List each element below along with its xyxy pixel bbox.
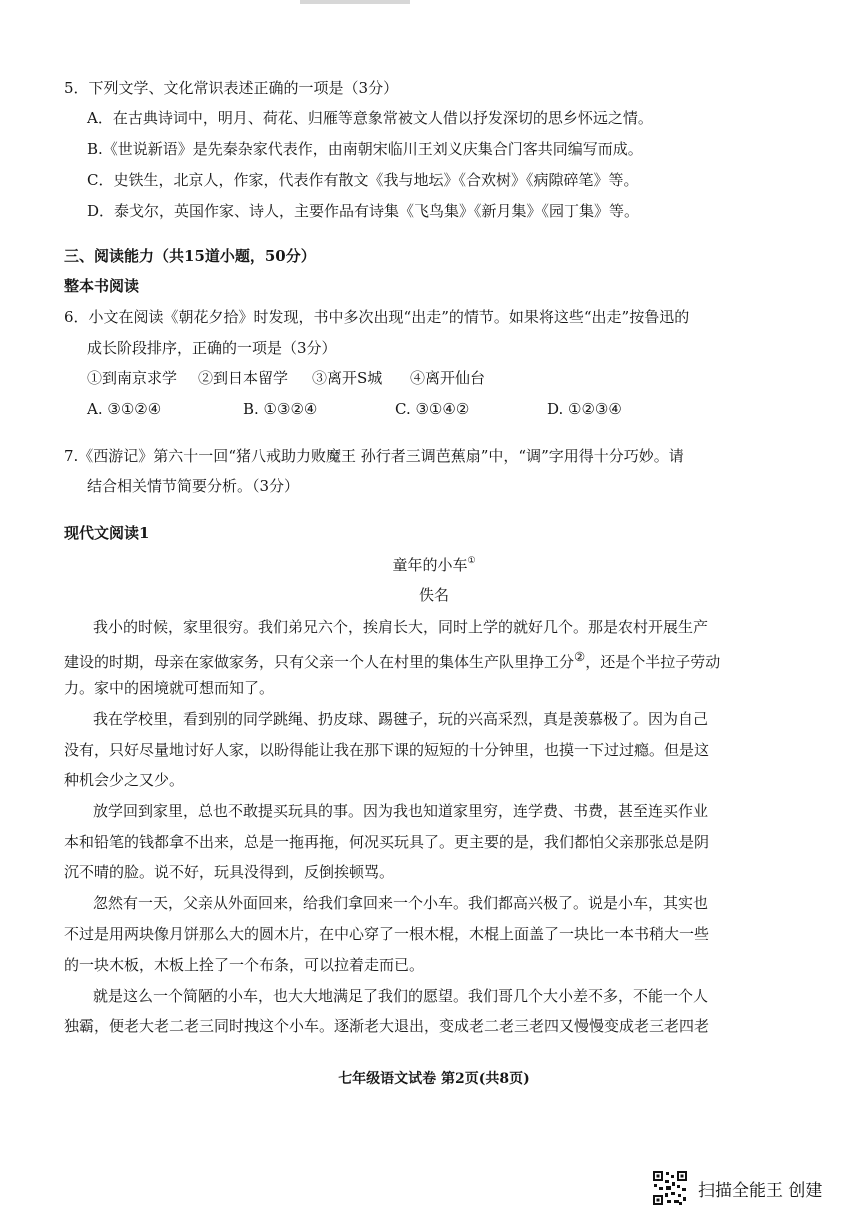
para5-line1: 就是这么一个简陋的小车，也大大地满足了我们的愿望。我们哥几个大小差不多，不能一个人 <box>93 987 709 1005</box>
essay-title-footnote: ① <box>467 556 476 566</box>
sub-heading-whole-book: 整本书阅读 <box>64 277 140 295</box>
q7-line1: 7.《西游记》第六十一回“猪八戒助力败魔王 孙行者三调芭蕉扇”中，“调”字用得十分巧妙。请 <box>64 447 684 465</box>
para1-line2-text: 建设的时期，母亲在家做家务，只有父亲一个人在村里的集体生产队里挣工分 <box>64 653 575 671</box>
para1-line2 <box>64 647 724 672</box>
q5-option-c: C．史铁生，北京人，作家，代表作有散文《我与地坛》《合欢树》《病隙碎笔》等。 <box>87 171 639 189</box>
q5-option-b: B.《世说新语》是先秦杂家代表作，由南朝宋临川王刘义庆集合门客共同编写而成。 <box>87 140 643 158</box>
q6-stem-line2: 成长阶段排序，正确的一项是（3分） <box>87 339 337 357</box>
para2-line2: 没有，只好尽量地讨好人家，以盼得能让我在那下课的短短的十分钟里，也摸一下过过瘾。但是这 <box>64 741 710 759</box>
q6-choice-c: C. ③①④② <box>395 400 470 418</box>
footnote-2: ② <box>574 649 586 664</box>
para4-line1: 忽然有一天，父亲从外面回来，给我们拿回来一个小车。我们都高兴极了。说是小车，其实也 <box>93 894 709 912</box>
q6-choice-d: D. ①②③④ <box>547 400 622 418</box>
para2-line1: 我在学校里，看到别的同学跳绳、扔皮球、踢毽子，玩的兴高采烈，真是羡慕极了。因为自己 <box>93 710 709 728</box>
para4-line3: 的一块木板，木板上拴了一个布条，可以拉着走而已。 <box>64 956 425 974</box>
para5-line2: 独霸，便老大老二老三同时拽这个小车。逐渐老大退出，变成老二老三老四又慢慢变成老三老四老 <box>64 1017 710 1035</box>
scanner-watermark-text: 扫描全能王 创建 <box>698 1181 823 1201</box>
page-footer: 七年级语文试卷 第2页(共8页) <box>338 1071 530 1087</box>
para4-line2: 不过是用两块像月饼那么大的圆木片，在中心穿了一根木棍，木棍上面盖了一块比一本书稍大一些 <box>64 925 710 943</box>
para3-line2: 本和铅笔的钱都拿不出来，总是一拖再拖，何况买玩具了。更主要的是，我们都怕父亲那张总是阴 <box>64 833 710 851</box>
qr-code-icon <box>652 1170 688 1206</box>
modern-reading-heading: 现代文阅读1 <box>64 524 150 542</box>
essay-author: 佚名 <box>418 586 449 604</box>
para2-line3: 种机会少之又少。 <box>64 771 185 789</box>
q6-item-2: ②到日本留学 <box>198 369 289 387</box>
q5-stem: 5．下列文学、文化常识表述正确的一项是（3分） <box>64 79 399 97</box>
q7-line2: 结合相关情节简要分析。（3分） <box>87 477 300 495</box>
para1-line3: 力。家中的困境就可想而知了。 <box>64 679 275 697</box>
q6-item-1: ①到南京求学 <box>87 369 178 387</box>
q6-choice-a: A. ③①②④ <box>87 400 162 418</box>
q5-option-a: A．在古典诗词中，明月、荷花、归雁等意象常被文人借以抒发深切的思乡怀远之情。 <box>87 109 653 127</box>
q6-choice-b: B. ①③②④ <box>243 400 318 418</box>
q6-item-3: ③离开S城 <box>312 369 383 387</box>
q6-stem-line1: 6．小文在阅读《朝花夕拾》时发现，书中多次出现“出走”的情节。如果将这些“出走”按鲁迅的 <box>64 308 690 326</box>
para3-line3: 沉不晴的脸。说不好，玩具没得到，反倒挨顿骂。 <box>64 863 395 881</box>
essay-title <box>0 555 868 575</box>
section-heading: 三、阅读能力（共15道小题，50分） <box>64 247 316 265</box>
para1-line2-tail: ，还是个半拉子劳动 <box>585 653 721 671</box>
scan-smudge <box>300 0 410 4</box>
para3-line1: 放学回到家里，总也不敢提买玩具的事。因为我也知道家里穷，连学费、书费，甚至连买作业 <box>93 802 709 820</box>
para1-line1: 我小的时候，家里很穷。我们弟兄六个，挨肩长大，同时上学的就好几个。那是农村开展生产 <box>93 618 709 636</box>
essay-title-text: 童年的小车 <box>392 556 468 574</box>
q6-item-4: ④离开仙台 <box>410 369 486 387</box>
q5-option-d: D．泰戈尔，英国作家、诗人，主要作品有诗集《飞鸟集》《新月集》《园丁集》等。 <box>87 202 640 220</box>
